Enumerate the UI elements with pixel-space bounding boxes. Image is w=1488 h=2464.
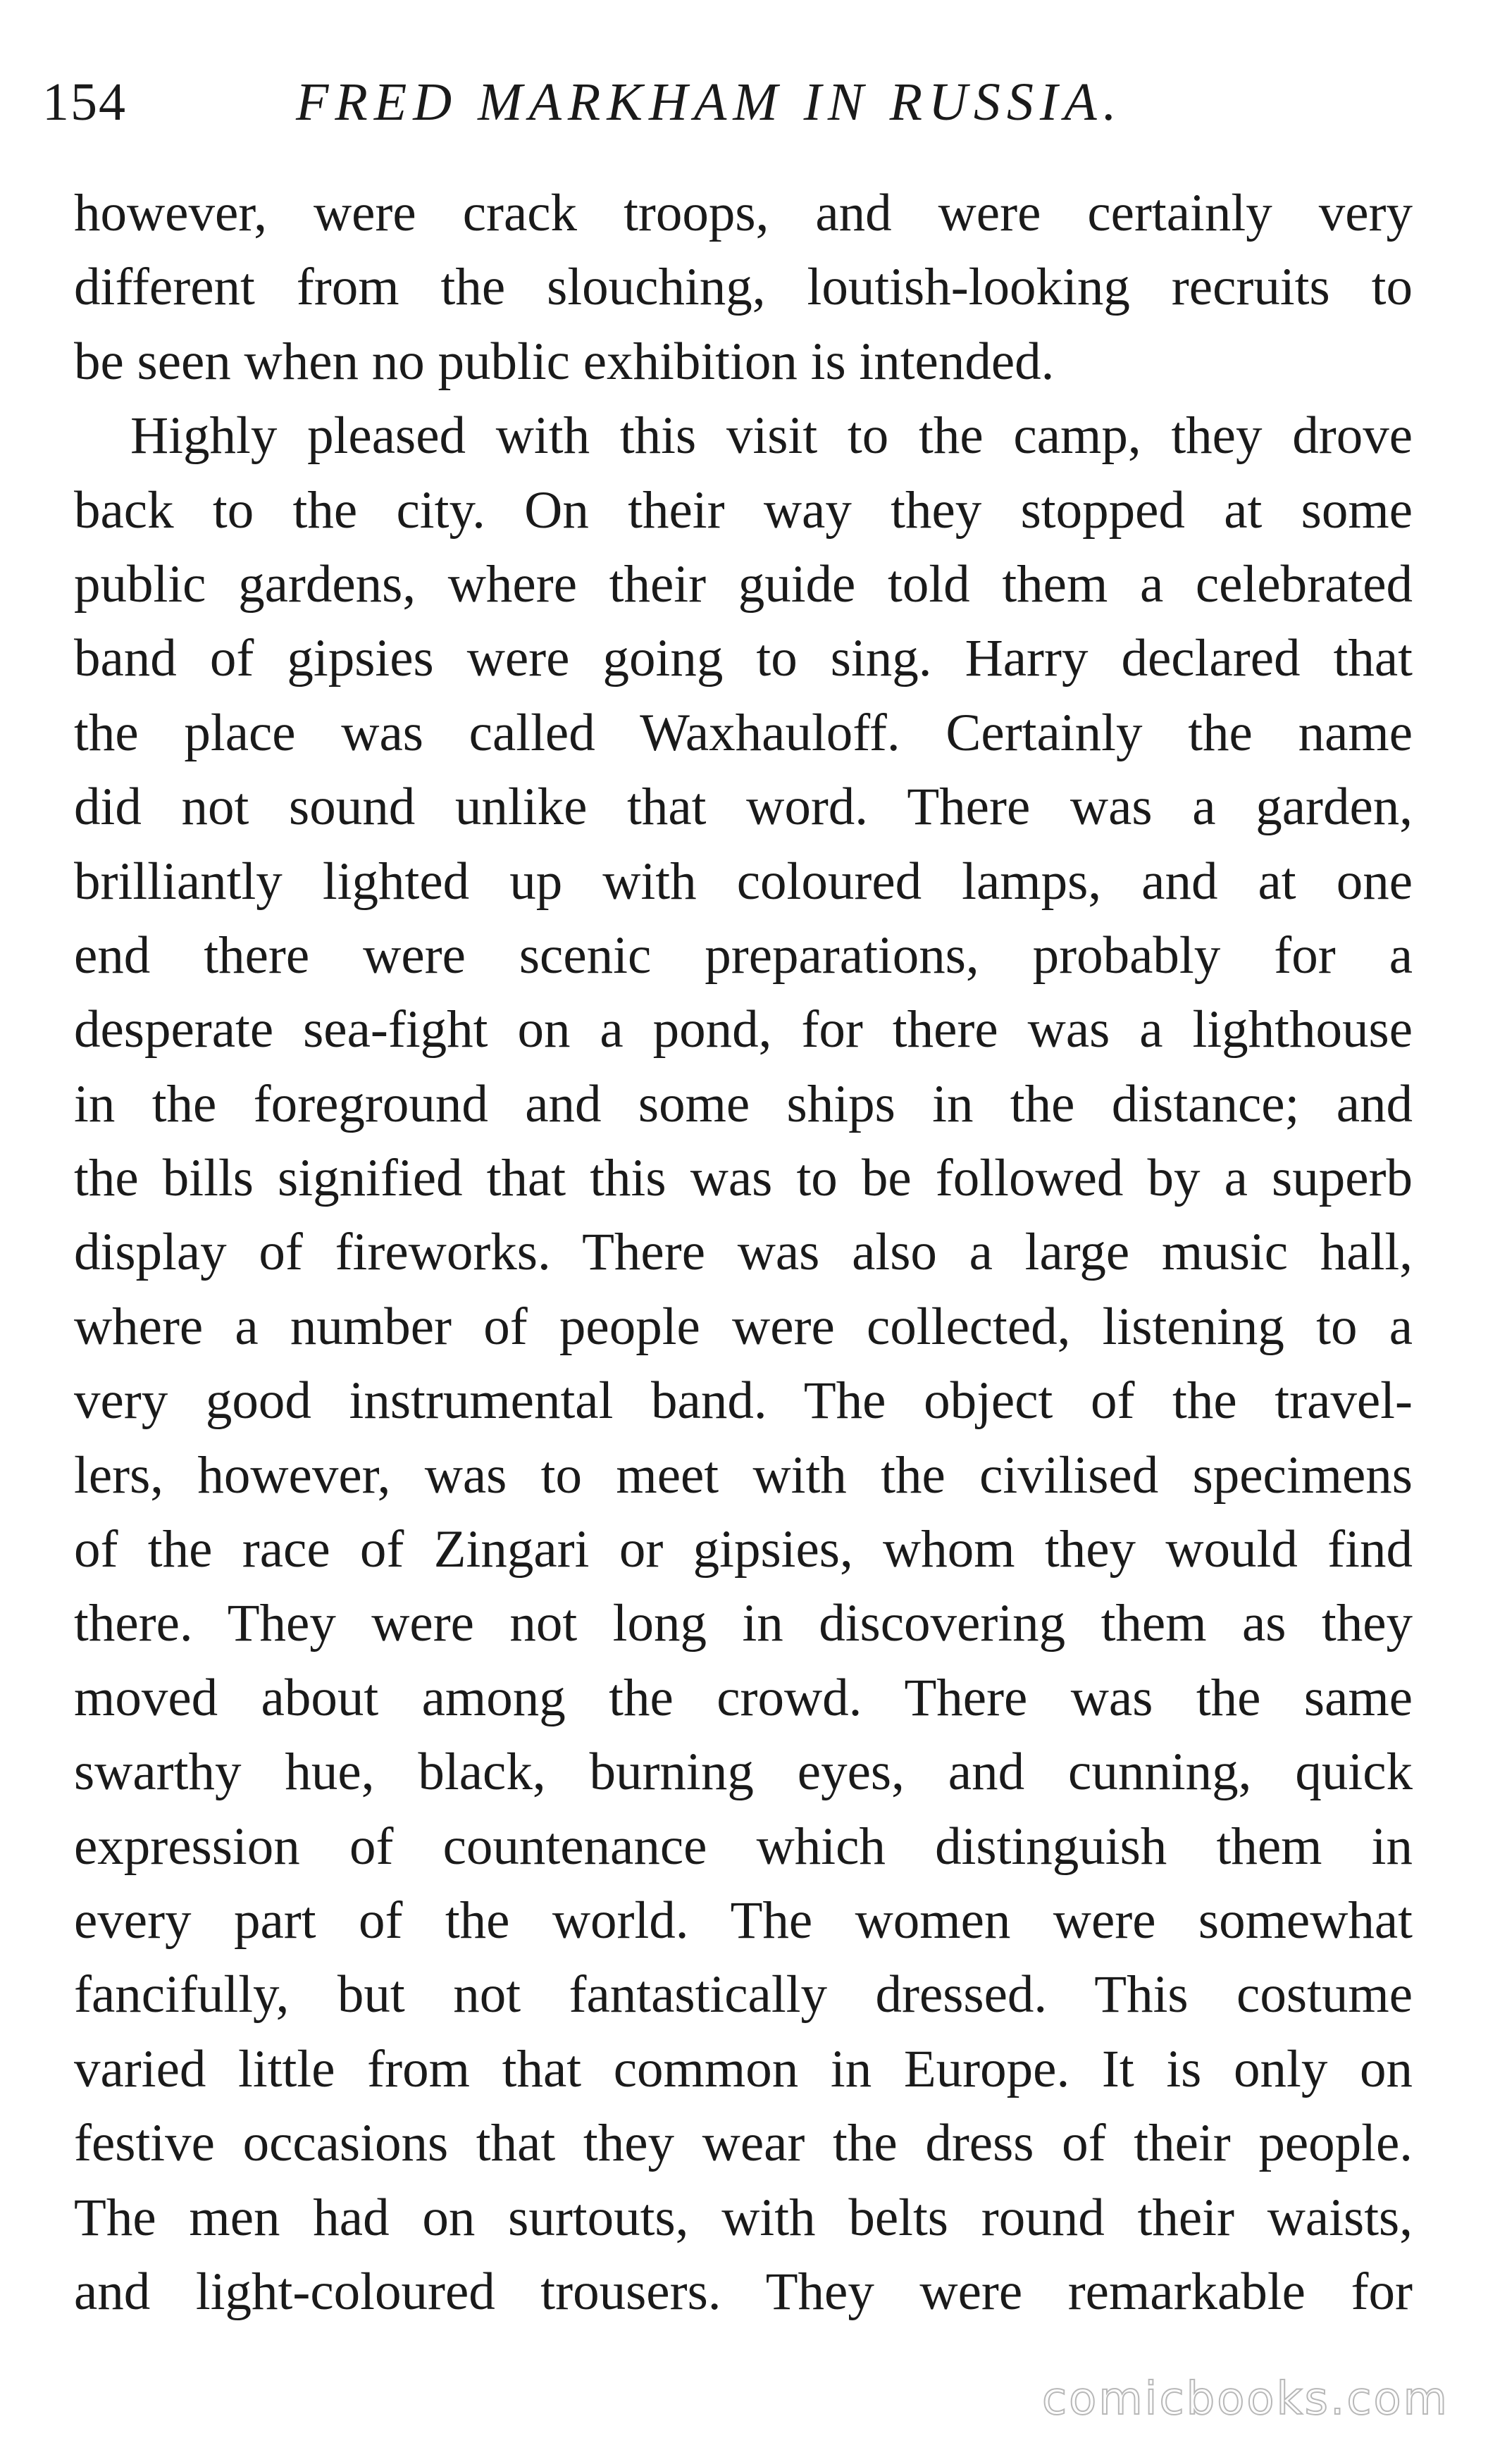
text-line: brilliantly lighted up with coloured lamps, and at one: [74, 852, 1413, 911]
text-line: and light-coloured trousers. They were remarkable for: [74, 2262, 1413, 2321]
running-head: [42, 67, 1423, 137]
text-line: where a number of people were collected, listening to a: [74, 1297, 1413, 1356]
text-line: desperate sea-fight on a pond, for there was a lighthouse: [74, 1000, 1413, 1059]
text-line: the bills signified that this was to be followed by a superb: [74, 1149, 1413, 1208]
text-line: swarthy hue, black, burning eyes, and cunning, quick: [74, 1743, 1413, 1802]
text-line: moved about among the crowd. There was the same: [74, 1668, 1413, 1727]
text-line: expression of countenance which distinguish them in: [74, 1817, 1413, 1876]
text-line: Highly pleased with this visit to the camp, they drove: [130, 406, 1413, 466]
text-line: public gardens, where their guide told them a celebrated: [74, 554, 1413, 614]
text-line: display of fireworks. There was also a large music hall,: [74, 1223, 1413, 1282]
text-line: the place was called Waxhauloff. Certainly the name: [74, 703, 1413, 762]
text-line: very good instrumental band. The object of the travel-: [74, 1371, 1413, 1431]
text-line: did not sound unlike that word. There was a garden,: [74, 778, 1413, 837]
text-line: festive occasions that they wear the dress of their people.: [74, 2114, 1413, 2173]
text-line: lers, however, was to meet with the civilised specimens: [74, 1445, 1413, 1505]
text-line: The men had on surtouts, with belts round their waists,: [74, 2188, 1413, 2247]
text-line: of the race of Zingari or gipsies, whom they would find: [74, 1520, 1413, 1579]
text-line: every part of the world. The women were somewhat: [74, 1891, 1413, 1950]
text-line: different from the slouching, loutish-looking recruits to: [74, 258, 1413, 317]
text-line: end there were scenic preparations, probably for a: [74, 926, 1413, 985]
text-line: back to the city. On their way they stopped at some: [74, 480, 1413, 540]
page-number: 154: [42, 73, 127, 132]
book-title: FRED MARKHAM IN RUSSIA.: [296, 73, 1123, 132]
text-line: be seen when no public exhibition is intended.: [74, 332, 1055, 391]
watermark: comicbooks.com: [1041, 2373, 1449, 2425]
text-line: varied little from that common in Europe. It is only on: [74, 2039, 1413, 2098]
body-text: [74, 176, 1413, 2329]
text-line: in the foreground and some ships in the distance; and: [74, 1074, 1413, 1133]
text-line: band of gipsies were going to sing. Harry declared that: [74, 629, 1413, 688]
text-line: there. They were not long in discovering them as they: [74, 1594, 1413, 1653]
text-line: however, were crack troops, and were certainly very: [74, 184, 1413, 242]
text-line: fancifully, but not fantastically dressed. This costume: [74, 1965, 1413, 2024]
